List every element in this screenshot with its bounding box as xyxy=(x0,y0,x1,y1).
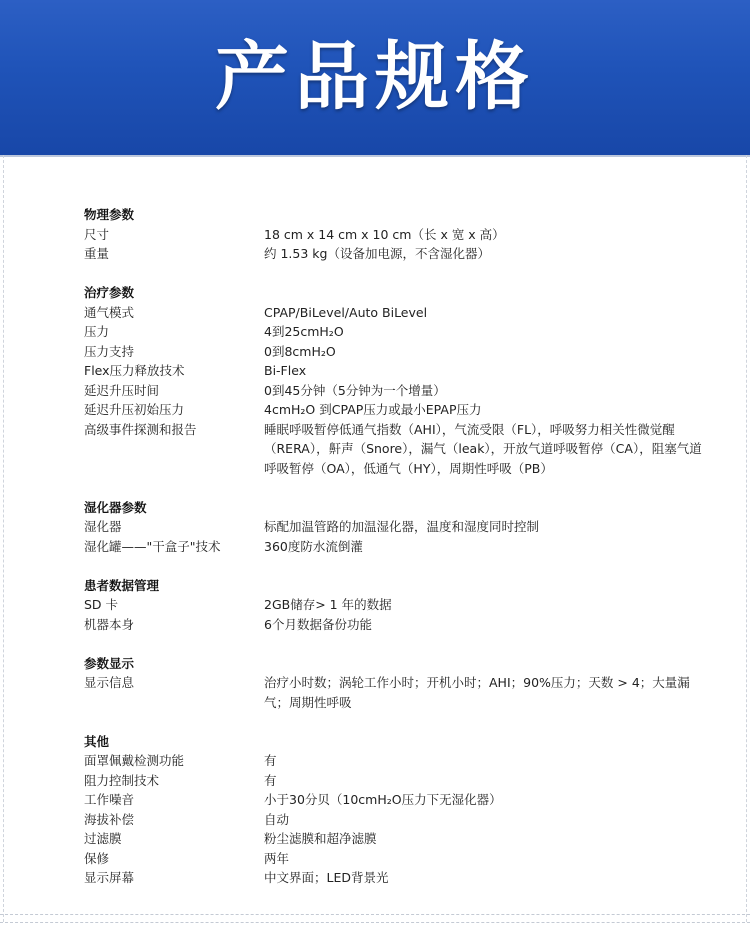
spec-value: 睡眠呼吸暂停低通气指数（AHI），气流受限（FL），呼吸努力相关性微觉醒（RERA），鼾声（Snore），漏气（leak），开放气道呼吸暂停（CA），阻塞气道呼吸暂停（OA），低通气（HY），周期性呼吸（PB） xyxy=(264,421,702,476)
section-title: 物理参数 xyxy=(84,207,135,222)
spec-row xyxy=(84,673,714,712)
spec-section xyxy=(84,283,714,478)
spec-row xyxy=(84,381,714,401)
spec-value: 小于30分贝（10cmH₂O压力下无湿化器） xyxy=(264,792,502,807)
spec-row xyxy=(84,829,714,849)
spec-row xyxy=(84,868,714,888)
spec-label: 显示信息 xyxy=(84,675,135,690)
bottom-divider-secondary xyxy=(0,922,750,923)
spec-row xyxy=(84,420,714,479)
spec-label: 通气模式 xyxy=(84,304,135,320)
spec-row xyxy=(84,517,714,537)
spec-label: 延迟升压时间 xyxy=(84,382,160,398)
spec-row xyxy=(84,751,714,771)
spec-label: SD 卡 xyxy=(84,597,119,612)
spec-section xyxy=(84,498,714,557)
right-border xyxy=(746,155,747,922)
spec-value: 4到25cmH₂O xyxy=(264,324,344,339)
spec-value: 自动 xyxy=(264,811,290,827)
spec-label: 重量 xyxy=(84,246,110,261)
spec-value: 有 xyxy=(264,753,277,768)
spec-value: 中文界面；LED背景光 xyxy=(264,870,389,885)
spec-label: 机器本身 xyxy=(84,616,135,632)
spec-label: 压力支持 xyxy=(84,343,135,359)
spec-value: 0到45分钟（5分钟为一个增量） xyxy=(264,382,446,398)
spec-label: 工作噪音 xyxy=(84,792,135,807)
spec-row xyxy=(84,771,714,791)
spec-section xyxy=(84,205,714,264)
spec-row xyxy=(84,303,714,323)
spec-label: 过滤膜 xyxy=(84,831,122,846)
section-title: 治疗参数 xyxy=(84,285,135,300)
spec-label: 显示屏幕 xyxy=(84,870,135,885)
spec-label: 保修 xyxy=(84,850,110,866)
spec-value: Bi-Flex xyxy=(264,363,307,378)
spec-row xyxy=(84,400,714,420)
spec-row xyxy=(84,322,714,342)
spec-label: Flex压力释放技术 xyxy=(84,363,185,378)
spec-value: 有 xyxy=(264,772,277,788)
spec-value: CPAP/BiLevel/Auto BiLevel xyxy=(264,304,428,320)
spec-value: 标配加温管路的加温湿化器，温度和湿度同时控制 xyxy=(264,519,540,534)
spec-label: 湿化罐——"干盒子"技术 xyxy=(84,538,221,554)
spec-row xyxy=(84,849,714,869)
spec-row xyxy=(84,615,714,635)
spec-row xyxy=(84,595,714,615)
section-title: 患者数据管理 xyxy=(84,577,160,593)
spec-row xyxy=(84,225,714,245)
spec-label: 阻力控制技术 xyxy=(84,772,160,788)
spec-value: 4cmH₂O 到CPAP压力或最小EPAP压力 xyxy=(264,402,482,417)
spec-row xyxy=(84,537,714,557)
spec-label: 湿化器 xyxy=(84,519,122,534)
left-border xyxy=(3,155,4,922)
spec-value: 两年 xyxy=(264,850,290,866)
bottom-divider xyxy=(0,914,750,915)
spec-value: 0到8cmH₂O xyxy=(264,343,336,359)
spec-value: 18 cm x 14 cm x 10 cm（长 x 宽 x 高） xyxy=(264,226,505,242)
header-banner xyxy=(0,0,750,157)
spec-list xyxy=(84,205,714,907)
spec-section xyxy=(84,576,714,635)
spec-row xyxy=(84,244,714,264)
spec-value: 360度防水流倒灌 xyxy=(264,538,363,554)
spec-label: 面罩佩戴检测功能 xyxy=(84,753,185,768)
spec-row xyxy=(84,810,714,830)
spec-value: 治疗小时数；涡轮工作小时；开机小时；AHI；90%压力；天数 > 4；大量漏气；周期性呼吸 xyxy=(264,675,690,710)
spec-label: 压力 xyxy=(84,324,110,339)
spec-row xyxy=(84,342,714,362)
spec-label: 高级事件探测和报告 xyxy=(84,421,197,437)
spec-value: 6个月数据备份功能 xyxy=(264,616,372,632)
page-title: 产品规格 xyxy=(215,34,535,120)
spec-section xyxy=(84,732,714,888)
spec-row xyxy=(84,361,714,381)
spec-section xyxy=(84,654,714,713)
section-title: 其他 xyxy=(84,733,110,749)
spec-label: 尺寸 xyxy=(84,226,110,242)
spec-value: 2GB储存> 1 年的数据 xyxy=(264,597,392,612)
spec-value: 粉尘滤膜和超净滤膜 xyxy=(264,831,377,846)
spec-value: 约 1.53 kg（设备加电源，不含湿化器） xyxy=(264,246,490,261)
spec-label: 延迟升压初始压力 xyxy=(84,402,185,417)
section-title: 参数显示 xyxy=(84,655,135,671)
spec-row xyxy=(84,790,714,810)
spec-label: 海拔补偿 xyxy=(84,811,135,827)
section-title: 湿化器参数 xyxy=(84,499,147,515)
